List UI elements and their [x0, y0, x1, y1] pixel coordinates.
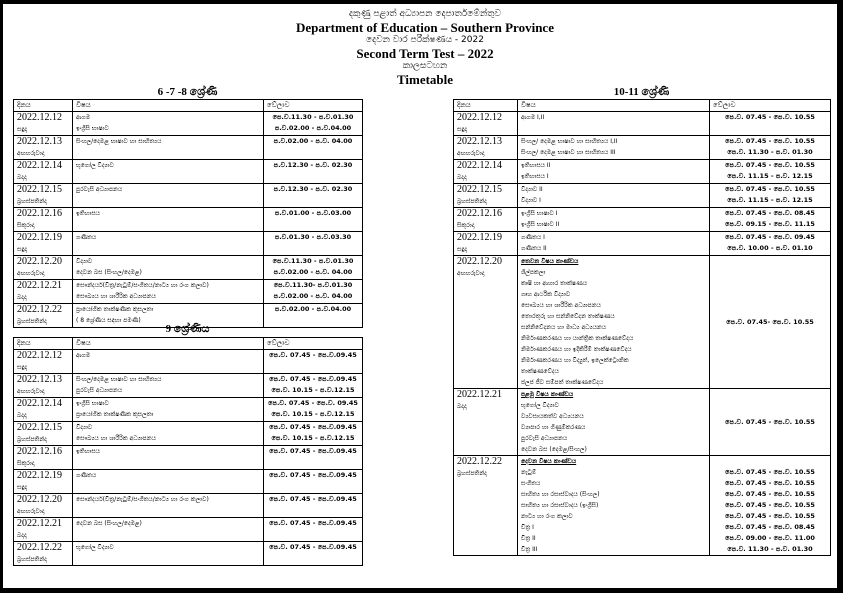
table-row: [454, 256, 831, 389]
exam-time: පෙ.ව. 07.45 - පෙ.ව. 10.55: [725, 113, 815, 121]
subject-name: සෞඛ්‍යය හා ශාරීරික අධ්‍යාපනය: [76, 435, 156, 442]
grade678-title: 6 -7 -8 ශ්‍රේණි: [157, 86, 218, 98]
table-row: [454, 208, 831, 232]
subject-name: ආගම: [76, 352, 91, 359]
grade9-table: [13, 337, 363, 566]
document-header: [250, 8, 600, 86]
exam-time: පෙ.ව. 07.45 - පෙ.ව.09.45: [269, 471, 357, 479]
exam-time: පෙ.ව. 11.30 - ප.ව. 01.30: [727, 545, 813, 553]
date-cell: [454, 389, 518, 456]
exam-day: බ්‍රහස්පතින්දා: [17, 436, 47, 443]
time-cell: [264, 398, 363, 422]
subject-name: දෙවන බස (සිංහල/දෙමළ): [76, 520, 142, 527]
subject-cell: [73, 280, 264, 304]
subject-name: සෞඛ්‍යය හා ශාරීරික අධ්‍යාපනය: [76, 293, 156, 300]
exam-time: පෙ.ව.11.30 - ප.ව.01.30: [272, 113, 354, 121]
subject-name: දෙවන බස (සිංහල/දෙමළ): [76, 269, 142, 276]
exam-time: පෙ.ව. 09.00 - පෙ.ව. 11.00: [725, 534, 815, 542]
subject-name: ව්‍යවසායකත්ව අධ්‍යයනය: [521, 413, 584, 420]
table-row: [14, 160, 363, 184]
table-header-row: [14, 338, 363, 350]
exam-date: 2022.12.19: [457, 232, 502, 243]
date-cell: [14, 136, 73, 160]
subject-cell: [518, 184, 710, 208]
exam-time: ප.ව.01.00 - ප.ව.03.00: [274, 209, 352, 217]
table-row: [14, 112, 363, 136]
subject-name: සිංහල/ දෙමළ භාෂාව හා සාහිත්‍යය III: [521, 149, 616, 156]
exam-day: බදාදා: [457, 403, 467, 410]
subject-cell: [73, 136, 264, 160]
table-row: [14, 422, 363, 446]
exam-time: පෙ.ව. 11.15 - ප.ව. 12.15: [727, 196, 813, 204]
exam-time: පෙ.ව. 07.45 - පෙ.ව.09.45: [269, 375, 357, 383]
exam-time: ප.ව.12.30 - ප.ව. 02.30: [273, 185, 353, 193]
subject-name: පුරවැසි අධ්‍යාපනය: [521, 435, 568, 442]
subject-cell: [73, 422, 264, 446]
time-cell: [710, 389, 831, 456]
date-cell: [454, 112, 518, 136]
table-row: [454, 389, 831, 456]
exam-day: අඟහරුවාදා: [17, 270, 45, 277]
table-row: [14, 208, 363, 232]
exam-time: ප.ව.02.00 - ප.ව.04.00: [274, 305, 352, 313]
exam-date: 2022.12.14: [17, 398, 62, 409]
subject-name: සිංහල/දෙමළ භාෂාව හා සාහිත්‍යය: [76, 376, 162, 383]
time-cell: [710, 208, 831, 232]
subject-cell: [73, 374, 264, 398]
date-cell: [14, 160, 73, 184]
exam-day: අඟහරුවාදා: [17, 150, 45, 157]
subject-name: භූගෝල විද්‍යාව: [521, 402, 559, 409]
exam-date: 2022.12.22: [457, 456, 502, 467]
exam-day: සඳුදා: [457, 246, 468, 253]
column-header-time: වේලාව: [264, 338, 363, 350]
table-row: [14, 446, 363, 470]
exam-time: පෙ.ව. 11.30 - ප.ව. 01.30: [727, 148, 813, 156]
subject-cell: [73, 470, 264, 494]
exam-date: 2022.12.12: [17, 112, 62, 123]
date-cell: [14, 518, 73, 542]
exam-date: 2022.12.13: [17, 136, 62, 147]
exam-time: පෙ.ව. 07.45 - පෙ.ව. 09.45: [725, 233, 815, 241]
date-cell: [454, 184, 518, 208]
subject-name: ආගම I,II: [521, 114, 545, 121]
exam-date: 2022.12.15: [457, 184, 502, 195]
subject-name: නැටුම්: [521, 469, 537, 476]
table-row: [454, 456, 831, 556]
subject-name: පුරවැසි අධ්‍යාපනය: [76, 387, 123, 394]
exam-time: පෙ.ව. 07.45 - පෙ.ව. 10.55: [725, 161, 815, 169]
date-cell: [14, 494, 73, 518]
table-row: [14, 136, 363, 160]
table-row: [14, 232, 363, 256]
subject-name: සෞඛ්‍යය හා ශාරීරික අධ්‍යාපනය: [521, 302, 601, 309]
date-cell: [14, 446, 73, 470]
subject-name: සෞන්දර්ය(චිත්‍ර/නැටුම්/සංගීතය/නාට්‍ය හා රංග කලාව): [76, 282, 209, 289]
subject-cell: [518, 456, 710, 556]
subject-name: සිංහල/ දෙමළ භාෂාව හා සාහිත්‍යය I,II: [521, 138, 618, 145]
table-row: [14, 374, 363, 398]
grade1011-title: 10-11 ශ්‍රේණි: [613, 86, 670, 98]
exam-time: පෙ.ව. 07.45 - පෙ.ව. 10.55: [725, 137, 815, 145]
table-row: [14, 398, 363, 422]
column-header-subject: විෂය: [73, 338, 264, 350]
subject-cell: [518, 256, 710, 389]
subject-cell: [518, 136, 710, 160]
time-cell: [710, 136, 831, 160]
exam-day: සිකුරාදා: [17, 222, 35, 229]
column-header-subject: විෂය: [73, 100, 264, 112]
exam-day: සඳුදා: [457, 126, 468, 133]
subject-name: නාට්‍ය හා රංග කලාව: [521, 513, 573, 520]
exam-time: පෙ.ව. 07.45- පෙ.ව. 10.55: [726, 317, 814, 326]
dept-title-english: Department of Education – Southern Province: [296, 20, 554, 35]
time-cell: [710, 256, 831, 389]
subject-name: ප්‍රායෝගික තාක්ෂණික කුසලතා: [76, 411, 154, 418]
exam-time: පෙ.ව. 07.45 - පෙ.ව. 08.45: [725, 209, 815, 217]
column-header-date: දිනය: [14, 100, 73, 112]
exam-day: සිකුරාදා: [17, 460, 35, 467]
exam-day: බදාදා: [17, 412, 27, 419]
grade9-title: 9 ශ්‍රේණිය: [165, 323, 210, 335]
time-cell: [264, 422, 363, 446]
time-cell: [264, 374, 363, 398]
column-header-time: වේලාව: [264, 100, 363, 112]
time-cell: [264, 136, 363, 160]
date-cell: [14, 112, 73, 136]
exam-date: 2022.12.21: [17, 280, 62, 291]
exam-date: 2022.12.22: [17, 304, 62, 315]
exam-time: ප.ව.12.30 - ප.ව. 02.30: [273, 161, 353, 169]
exam-time: පෙ.ව. 07.45 - පෙ.ව.09.45: [269, 423, 357, 431]
exam-time: ප.ව.02.00 - ප.ව.04.00: [274, 124, 352, 132]
subject-name: චිත්‍ර II: [521, 535, 536, 542]
subject-name: සංගීතය: [521, 480, 541, 487]
subject-group-heading: පළමු විෂය කාණ්ඩය: [521, 391, 574, 398]
time-cell: [264, 232, 363, 256]
subject-name: තාක්ෂණවේදය: [521, 368, 559, 375]
term-title-sinhala: දෙවන වාර පරීක්ෂණය - 2022: [366, 35, 484, 45]
subject-name: නිර්මාණකරණය හා ඉදිකිරීම් තාක්ෂණවේදය: [521, 346, 632, 353]
subject-cell: [518, 389, 710, 456]
time-spacer: [713, 456, 827, 467]
exam-day: අඟහරුවාදා: [17, 388, 45, 395]
subject-name: ගණිතය I: [521, 234, 545, 241]
subject-name: චිත්‍ර I: [521, 524, 534, 531]
exam-date: 2022.12.13: [457, 136, 502, 147]
date-cell: [14, 422, 73, 446]
table-row: [454, 136, 831, 160]
exam-time: පෙ.ව. 10.15 - ප.ව.12.15: [271, 434, 355, 442]
subject-cell: [73, 184, 264, 208]
subject-name: ගණිතය II: [521, 245, 547, 252]
exam-time: පෙ.ව. 07.45 - පෙ.ව.09.45: [269, 519, 357, 527]
timetable-title-sinhala: කාලසටහන: [402, 61, 448, 71]
subject-name: කෘෂි හා ආහාර තාක්ෂණය: [521, 280, 588, 287]
exam-time: පෙ.ව.11.30 - ප.ව.01.30: [272, 257, 354, 265]
subject-group-heading: තෙවන විෂය කාණ්ඩය: [521, 258, 579, 265]
subject-name: තොරතුරු හා සන්නිවේදන තාක්ෂණය: [521, 313, 615, 320]
subject-name: ඉතිහාසය: [76, 210, 100, 217]
subject-group-heading: දෙවන විෂය කාණ්ඩය: [521, 458, 577, 465]
table-row: [454, 184, 831, 208]
exam-time: පෙ.ව. 07.45 - පෙ.ව. 10.55: [725, 468, 815, 476]
exam-time: පෙ.ව. 07.45 - පෙ.ව.09.45: [269, 543, 357, 551]
exam-time: පෙ.ව.11.30- ප.ව.01.30: [273, 281, 353, 289]
subject-cell: [518, 112, 710, 136]
exam-day: බ්‍රහස්පතින්දා: [17, 198, 47, 205]
subject-name: භූගෝල විද්‍යාව: [76, 544, 114, 551]
time-cell: [264, 184, 363, 208]
exam-date: 2022.12.12: [457, 112, 502, 123]
subject-cell: [518, 232, 710, 256]
subject-name: නිර්මාණකරණය හා යාන්ත්‍රික තාක්ෂණවේදය: [521, 335, 634, 342]
subject-name: සාහිත්‍ය හා රසාස්වාදය (ඉංග්‍රීසි): [521, 502, 599, 509]
date-cell: [454, 160, 518, 184]
subject-name: ප්‍රායෝගික තාක්ෂණික කුසලතා: [76, 306, 154, 313]
grade1011-table: [453, 99, 831, 556]
column-header-date: දිනය: [454, 100, 518, 112]
exam-date: 2022.12.16: [17, 446, 62, 457]
exam-day: බදාදා: [17, 174, 27, 181]
exam-date: 2022.12.14: [457, 160, 502, 171]
subject-name: ඉතිහාසය II: [521, 162, 551, 169]
time-cell: [264, 446, 363, 470]
subject-name: ( 8 ශ්‍රේණිය සඳහා පමණි): [76, 317, 141, 324]
subject-cell: [73, 112, 264, 136]
exam-time: පෙ.ව. 07.45 - පෙ.ව. 10.55: [725, 417, 815, 426]
time-cell: [264, 280, 363, 304]
date-cell: [454, 136, 518, 160]
exam-time: පෙ.ව. 09.15 - පෙ.ව. 11.15: [725, 220, 815, 228]
exam-time: පෙ.ව. 07.45 - පෙ.ව. 10.55: [725, 490, 815, 498]
time-cell: [264, 208, 363, 232]
exam-date: 2022.12.20: [17, 256, 62, 267]
time-cell: [264, 470, 363, 494]
subject-cell: [73, 256, 264, 280]
exam-time: ප.ව.02.00 - ප.ව. 04.00: [273, 292, 353, 300]
exam-date: 2022.12.20: [457, 256, 502, 267]
exam-time: පෙ.ව. 11.15 - ප.ව. 12.15: [727, 172, 813, 180]
date-cell: [454, 208, 518, 232]
exam-time: පෙ.ව. 07.45 - පෙ.ව. 09.45: [268, 399, 358, 407]
time-cell: [264, 112, 363, 136]
exam-day: බදාදා: [457, 174, 467, 181]
exam-time: ප.ව.02.00 - ප.ව. 04.00: [273, 268, 353, 276]
exam-day: සඳුදා: [17, 246, 28, 253]
subject-cell: [73, 518, 264, 542]
exam-day: සඳුදා: [17, 126, 28, 133]
exam-day: සඳුදා: [17, 364, 28, 371]
term-title-english: Second Term Test – 2022: [356, 46, 494, 61]
exam-time: පෙ.ව. 07.45 - පෙ.ව. 10.55: [725, 185, 815, 193]
table-row: [454, 160, 831, 184]
exam-time: පෙ.ව. 07.45 - පෙ.ව.09.45: [269, 447, 357, 455]
exam-time: ප.ව.01.30 - ප.ව.03.30: [274, 233, 352, 241]
exam-time: ප.ව.02.00 - ප.ව. 04.00: [273, 137, 353, 145]
date-cell: [454, 456, 518, 556]
subject-name: සාහිත්‍ය හා රසාස්වාදය (සිංහල): [521, 491, 600, 498]
table-row: [14, 518, 363, 542]
time-cell: [264, 350, 363, 374]
exam-day: බ්‍රහස්පතින්දා: [457, 470, 487, 477]
subject-name: සෞන්දර්ය(චිත්‍ර/නැටුම්/සංගීතය/නාට්‍ය හා රංග කලාව): [76, 496, 209, 503]
subject-name: විද්‍යාව II: [521, 186, 543, 193]
time-cell: [710, 160, 831, 184]
exam-date: 2022.12.19: [17, 232, 62, 243]
subject-cell: [73, 350, 264, 374]
subject-name: ගණිතය: [76, 234, 97, 241]
subject-cell: [73, 398, 264, 422]
subject-name: ඉංග්‍රීසි භාෂාව II: [521, 221, 560, 228]
column-header-subject: විෂය: [518, 100, 710, 112]
time-cell: [710, 232, 831, 256]
date-cell: [454, 256, 518, 389]
exam-date: 2022.12.15: [17, 184, 62, 195]
exam-date: 2022.12.14: [17, 160, 62, 171]
subject-name: ඉංග්‍රීසි භාෂාව: [76, 400, 109, 407]
subject-cell: [73, 208, 264, 232]
exam-time: පෙ.ව. 07.45 - පෙ.ව. 10.55: [725, 512, 815, 520]
exam-time: පෙ.ව. 07.45 - පෙ.ව.09.45: [269, 495, 357, 503]
exam-day: බදාදා: [17, 532, 27, 539]
table-row: [14, 280, 363, 304]
table-row: [14, 256, 363, 280]
subject-name: චිත්‍ර III: [521, 546, 538, 553]
subject-name: භූගෝල විද්‍යාව: [76, 162, 114, 169]
exam-time: පෙ.ව. 10.15 - ප.ව.12.15: [271, 386, 355, 394]
exam-day: බ්‍රහස්පතින්දා: [457, 198, 487, 205]
exam-time: පෙ.ව. 07.45 - පෙ.ව. 10.55: [725, 479, 815, 487]
subject-name: ඉතිහාසය: [76, 448, 100, 455]
subject-name: ඉංග්‍රීසි භාෂාව I: [521, 210, 558, 217]
subject-name: ජලජ ජීව සම්පත් තාක්ෂණවේදය: [521, 379, 604, 386]
exam-day: බදාදා: [17, 294, 27, 301]
subject-name: දෙවන බස (දෙමළ/සිංහල): [521, 446, 587, 453]
subject-name: විද්‍යාව: [76, 258, 93, 265]
exam-date: 2022.12.19: [17, 470, 62, 481]
subject-cell: [518, 160, 710, 184]
exam-date: 2022.12.12: [17, 350, 62, 361]
subject-name: සිංහල/දෙමළ භාෂාව හා සාහිත්‍යය: [76, 138, 162, 145]
timetable-title-english: Timetable: [396, 72, 454, 87]
subject-name: විද්‍යාව I: [521, 197, 541, 204]
exam-date: 2022.12.22: [17, 542, 62, 553]
exam-date: 2022.12.20: [17, 494, 62, 505]
subject-cell: [73, 160, 264, 184]
table-row: [14, 350, 363, 374]
subject-cell: [518, 208, 710, 232]
exam-date: 2022.12.13: [17, 374, 62, 385]
date-cell: [14, 256, 73, 280]
table-row: [14, 184, 363, 208]
table-row: [14, 542, 363, 566]
subject-name: පුරවැසි අධ්‍යාපනය: [76, 186, 123, 193]
time-cell: [710, 456, 831, 556]
subject-name: ශිල්පකලා: [521, 269, 546, 276]
table-header-row: [454, 100, 831, 112]
subject-cell: [73, 232, 264, 256]
exam-day: අඟහරුවාදා: [17, 508, 45, 515]
time-cell: [264, 542, 363, 566]
exam-date: 2022.12.15: [17, 422, 62, 433]
subject-cell: [73, 542, 264, 566]
exam-day: බ්‍රහස්පතින්දා: [17, 556, 47, 563]
exam-date: 2022.12.21: [457, 389, 502, 400]
column-header-date: දිනය: [14, 338, 73, 350]
exam-date: 2022.12.16: [457, 208, 502, 219]
exam-time: පෙ.ව. 07.45 - පෙ.ව.09.45: [269, 351, 357, 359]
exam-time: පෙ.ව. 10.15 - ප.ව.12.15: [271, 410, 355, 418]
table-row: [454, 112, 831, 136]
table-row: [14, 494, 363, 518]
table-header-row: [14, 100, 363, 112]
date-cell: [14, 542, 73, 566]
date-cell: [14, 398, 73, 422]
subject-name: ඉතිහාසය I: [521, 173, 549, 180]
column-header-time: වේලාව: [710, 100, 831, 112]
exam-time: පෙ.ව. 07.45 - පෙ.ව. 10.55: [725, 501, 815, 509]
exam-time: පෙ.ව. 10.00 - ප.ව. 01.10: [727, 244, 813, 252]
grade678-table: [13, 99, 363, 328]
subject-cell: [73, 446, 264, 470]
exam-day: සඳුදා: [17, 484, 28, 491]
date-cell: [14, 374, 73, 398]
subject-name: ඉංග්‍රීසි භාෂාව: [76, 125, 109, 132]
subject-name: ආගම: [76, 114, 91, 121]
exam-day: සිකුරාදා: [457, 222, 475, 229]
exam-date: 2022.12.16: [17, 208, 62, 219]
date-cell: [14, 208, 73, 232]
time-cell: [264, 256, 363, 280]
subject-name: ගණිතය: [76, 472, 97, 479]
date-cell: [14, 350, 73, 374]
time-cell: [710, 112, 831, 136]
table-row: [454, 232, 831, 256]
subject-cell: [73, 494, 264, 518]
exam-day: අඟහරුවාදා: [457, 270, 485, 277]
subject-name: සන්නිවේදනය හා මාධ්‍ය අධ්‍යයනය: [521, 324, 607, 331]
date-cell: [14, 184, 73, 208]
exam-date: 2022.12.21: [17, 518, 62, 529]
date-cell: [14, 280, 73, 304]
time-cell: [264, 494, 363, 518]
subject-name: ව්‍යාපාර හා ගිණුම්කරණය: [521, 424, 586, 431]
table-row: [14, 470, 363, 494]
date-cell: [14, 470, 73, 494]
exam-day: අඟහරුවාදා: [457, 150, 485, 157]
subject-name: විද්‍යාව: [76, 424, 93, 431]
subject-name: ගෘහ ආර්ථික විද්‍යාව: [521, 291, 571, 298]
exam-day: බ්‍රහස්පතින්දා: [17, 318, 47, 325]
time-cell: [710, 184, 831, 208]
date-cell: [454, 232, 518, 256]
subject-name: නිර්මාණකරණය හා විද්‍යුත්, ඉලෙක්ට්‍රොනික: [521, 357, 629, 364]
time-cell: [264, 518, 363, 542]
exam-time: පෙ.ව. 07.45 - පෙ.ව. 08.45: [725, 523, 815, 531]
dept-title-sinhala: දකුණු පළාත් අධ්‍යාපන දෙපාර්තමේන්තුව: [349, 9, 501, 19]
date-cell: [14, 232, 73, 256]
time-cell: [264, 160, 363, 184]
